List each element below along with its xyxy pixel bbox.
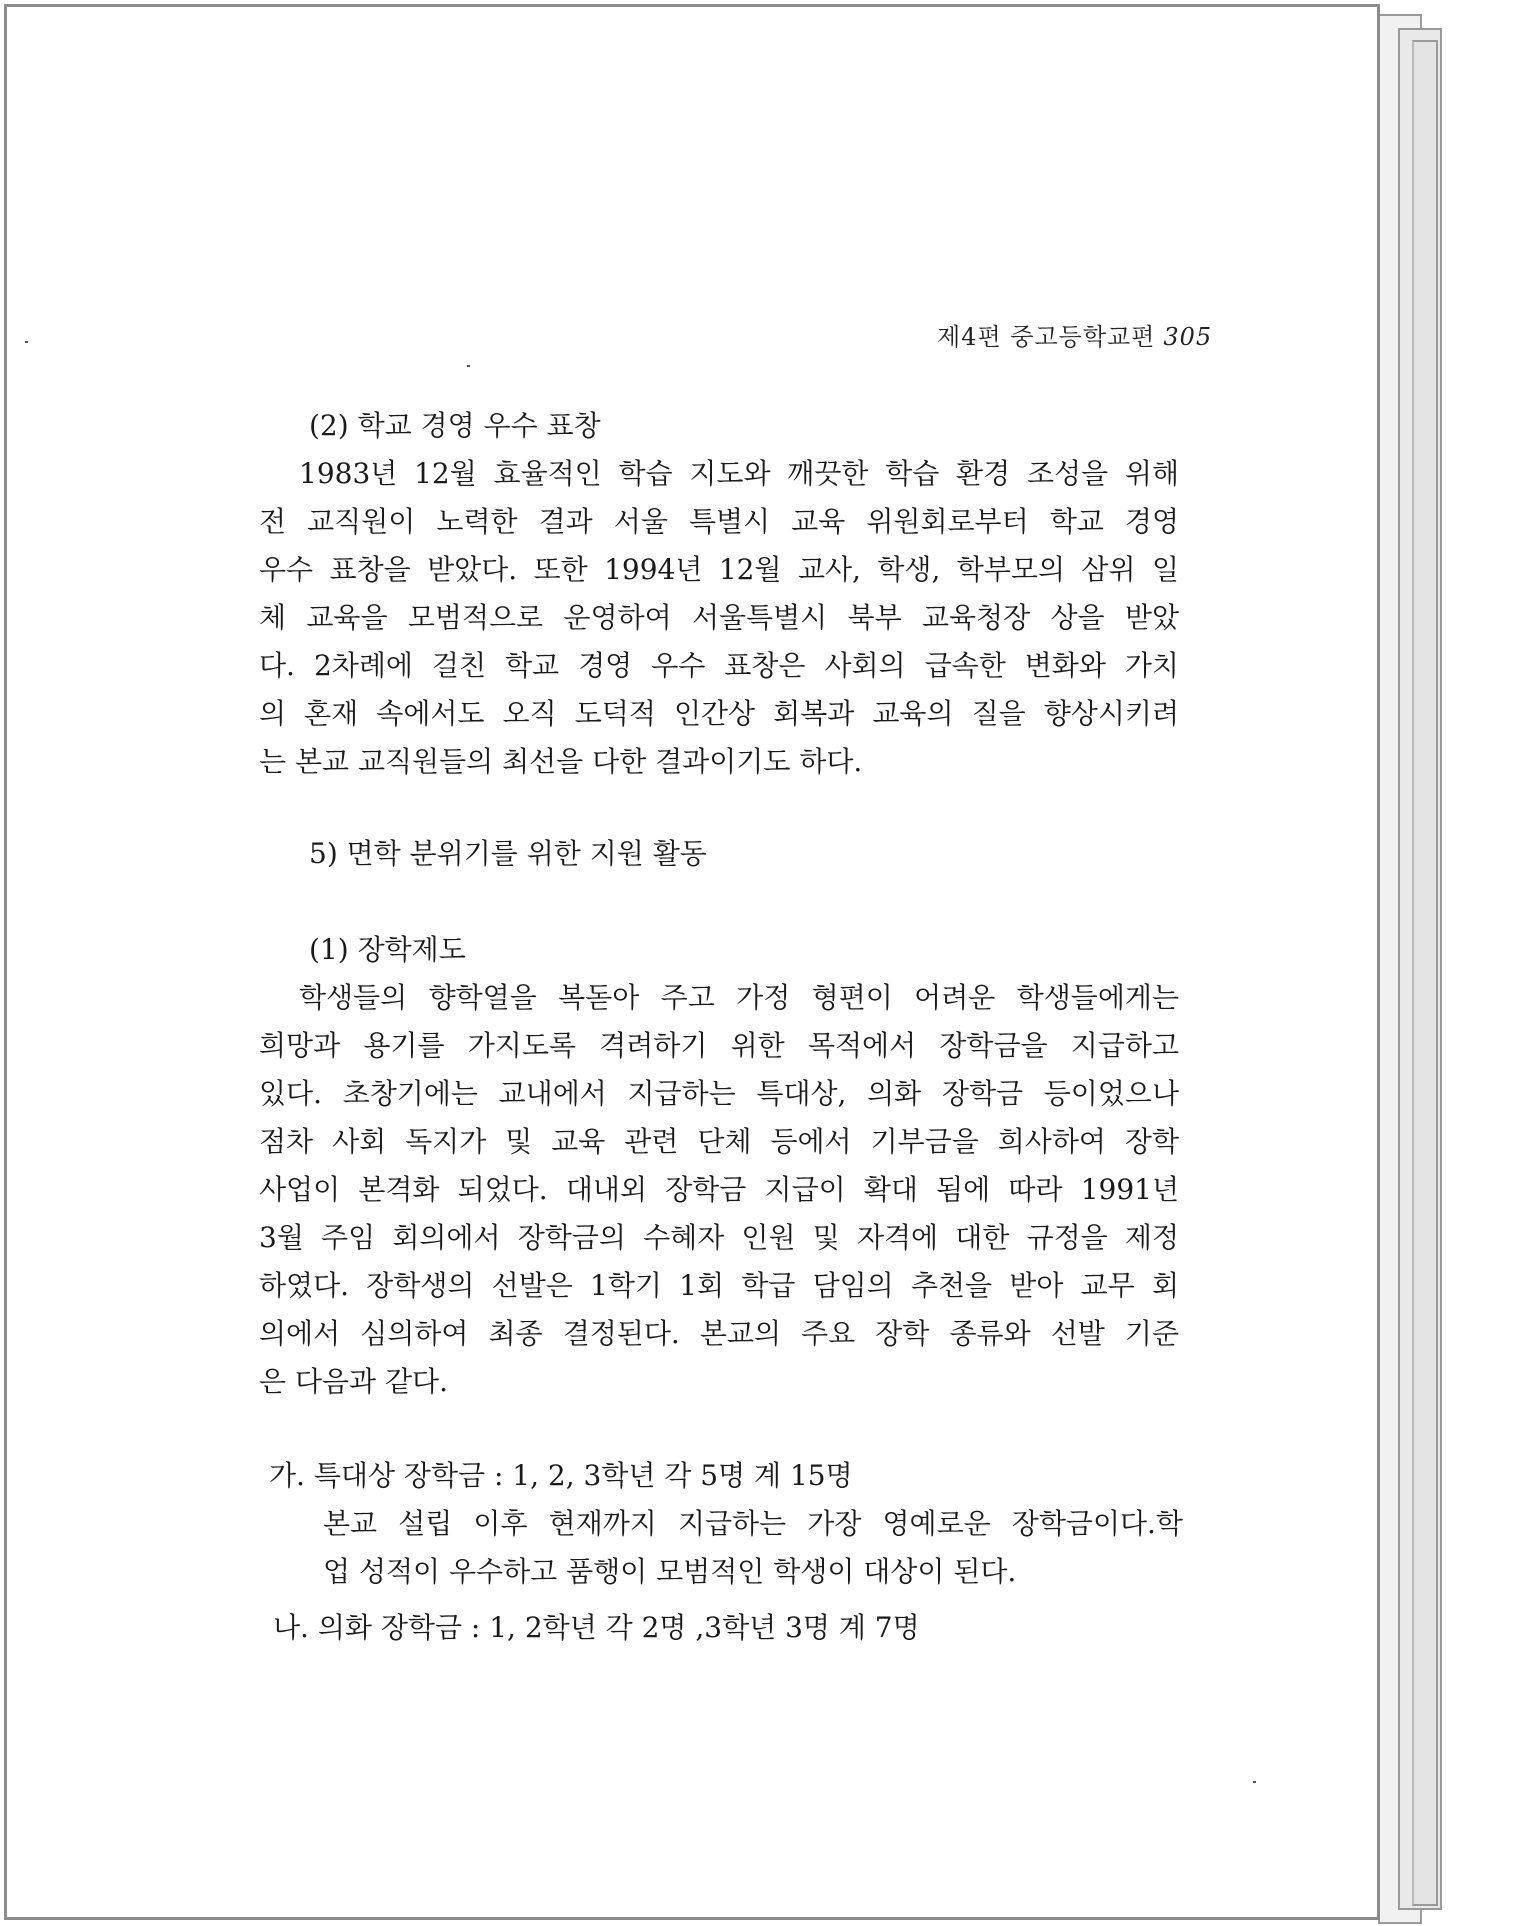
paragraph-line: 학생들의 향학열을 복돋아 주고 가정 형편이 어려운 학생들에게는 [299,981,1179,1014]
paragraph-line: 다. 2차례에 걸친 학교 경영 우수 표창은 사회의 급속한 변화와 가치 [259,649,1179,682]
paragraph-line: 은 다음과 같다. [259,1365,448,1398]
paragraph-line: 사업이 본격화 되었다. 대내외 장학금 지급이 확대 됨에 따라 1991년 [259,1173,1179,1206]
page-sheet [4,4,1380,1920]
scholarship-item-title: 나. 의화 장학금 : 1, 2학년 각 2명 ,3학년 3명 계 7명 [273,1611,920,1644]
book-page-edge [1412,40,1438,1906]
section-heading: 5) 면학 분위기를 위한 지원 활동 [309,837,707,870]
paragraph-line: 희망과 용기를 가지도록 격려하기 위한 목적에서 장학금을 지급하고 [259,1029,1179,1062]
section-heading: (2) 학교 경영 우수 표창 [309,409,601,442]
paragraph-line: 의에서 심의하여 최종 결정된다. 본교의 주요 장학 종류와 선발 기준 [259,1317,1179,1350]
paragraph-line: 우수 표창을 받았다. 또한 1994년 12월 교사, 학생, 학부모의 삼위 일 [259,553,1179,586]
scan-speck [1253,1781,1256,1783]
section-heading: (1) 장학제도 [309,933,466,966]
scholarship-item-title: 가. 특대상 장학금 : 1, 2, 3학년 각 5명 계 15명 [269,1459,853,1492]
header-section-title: 제4편 중고등학교편 [937,323,1156,351]
paragraph-line: 전 교직원이 노력한 결과 서울 특별시 교육 위원회로부터 학교 경영 [259,505,1179,538]
paragraph-line: 1983년 12월 효율적인 학습 지도와 깨끗한 학습 환경 조성을 위해 [299,457,1179,490]
paragraph-line: 있다. 초창기에는 교내에서 지급하는 특대상, 의화 장학금 등이었으나 [259,1077,1179,1110]
paragraph-line: 체 교육을 모범적으로 운영하여 서울특별시 북부 교육청장 상을 받았 [259,601,1179,634]
page-number: 305 [1163,323,1213,351]
paragraph-line: 는 본교 교직원들의 최선을 다한 결과이기도 하다. [259,745,863,778]
scan-speck [467,365,470,367]
scan-speck [25,341,28,343]
paragraph-line: 의 혼재 속에서도 오직 도덕적 인간상 회복과 교육의 질을 향상시키려 [259,697,1179,730]
paragraph-line: 하였다. 장학생의 선발은 1학기 1회 학급 담임의 추천을 받아 교무 회 [259,1269,1179,1302]
paragraph-line: 3월 주임 회의에서 장학금의 수혜자 인원 및 자격에 대한 규정을 제정 [259,1221,1179,1254]
paragraph-line: 점차 사회 독지가 및 교육 관련 단체 등에서 기부금을 희사하여 장학 [259,1125,1179,1158]
running-header [937,317,1212,352]
scholarship-item-description: 업 성적이 우수하고 품행이 모범적인 학생이 대상이 된다. [323,1555,1017,1588]
scholarship-item-description: 본교 설립 이후 현재까지 지급하는 가장 영예로운 장학금이다.학 [323,1507,1183,1540]
